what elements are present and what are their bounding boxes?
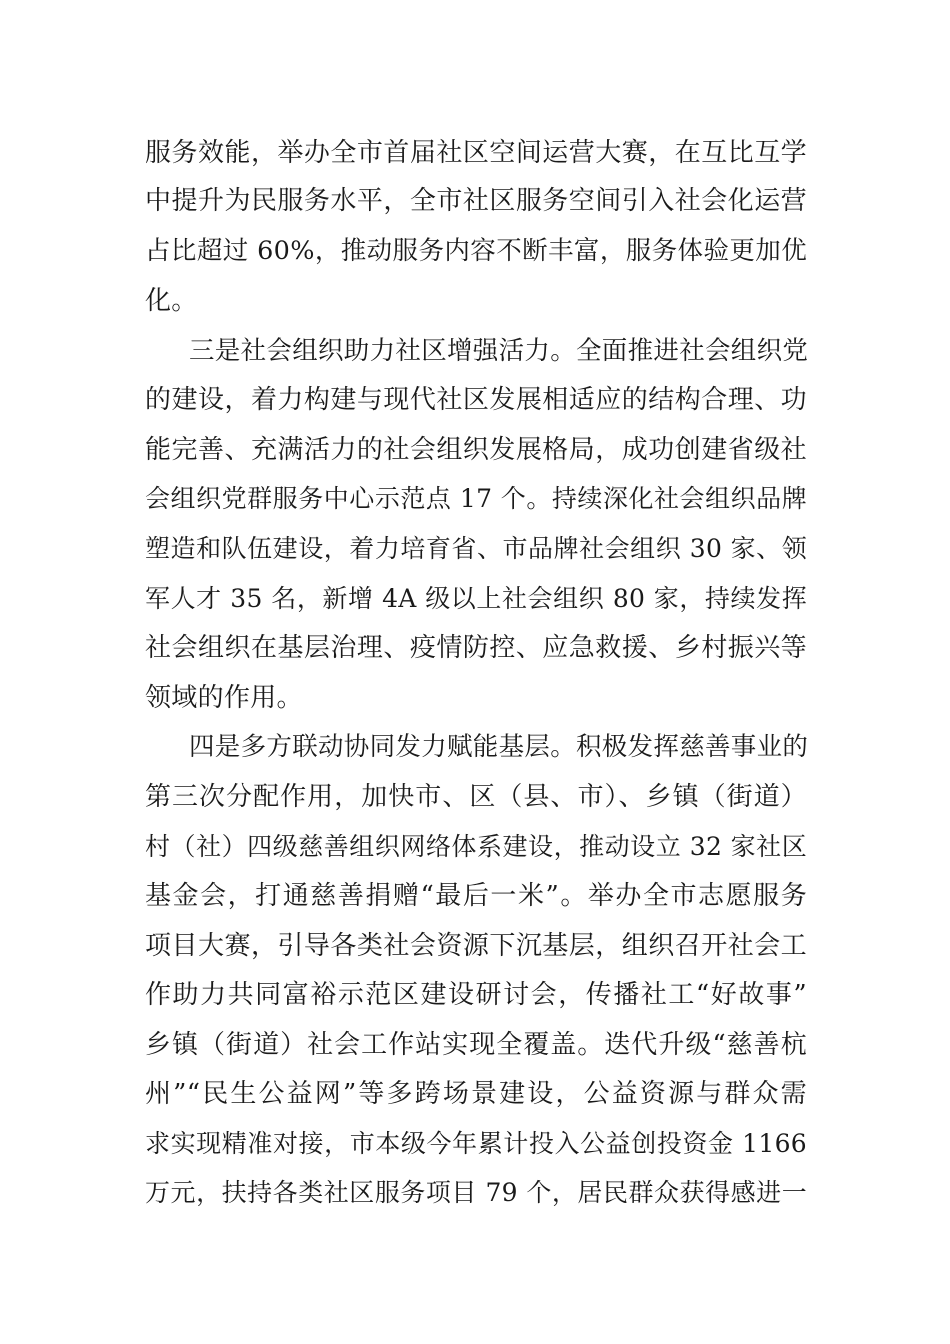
text-line: 作助力共同富裕示范区建设研讨会，传播社工“好故事” bbox=[145, 980, 807, 1010]
text-line: 万元，扶持各类社区服务项目 79 个，居民群众获得感进一 bbox=[145, 1178, 807, 1207]
text-line: 会组织党群服务中心示范点 17 个。持续深化社会组织品牌 bbox=[145, 484, 807, 513]
text-line: 领域的作用。 bbox=[145, 683, 303, 713]
text-line: 中提升为民服务水平，全市社区服务空间引入社会化运营 bbox=[145, 186, 807, 216]
text-line: 服务效能，举办全市首届社区空间运营大赛，在互比互学 bbox=[145, 138, 807, 168]
text-line: 村（社）四级慈善组织网络体系建设，推动设立 32 家社区 bbox=[145, 832, 807, 861]
text-line: 塑造和队伍建设，着力培育省、市品牌社会组织 30 家、领 bbox=[145, 534, 807, 563]
text-line: 化。 bbox=[145, 286, 198, 316]
text-line: 州”“民生公益网”等多跨场景建设，公益资源与群众需 bbox=[145, 1079, 807, 1109]
text-line: 基金会，打通慈善捐赠“最后一米”。举办全市志愿服务 bbox=[145, 881, 807, 911]
text-line: 乡镇（街道）社会工作站实现全覆盖。迭代升级“慈善杭 bbox=[145, 1030, 807, 1060]
text-line: 社会组织在基层治理、疫情防控、应急救援、乡村振兴等 bbox=[145, 633, 807, 663]
text-line: 的建设，着力构建与现代社区发展相适应的结构合理、功 bbox=[145, 385, 807, 415]
paragraph-first-line: 四是多方联动协同发力赋能基层。积极发挥慈善事业的 bbox=[189, 732, 809, 762]
paragraph-first-line: 三是社会组织助力社区增强活力。全面推进社会组织党 bbox=[189, 336, 809, 366]
text-line: 求实现精准对接，市本级今年累计投入公益创投资金 1166 bbox=[145, 1129, 807, 1158]
text-line: 占比超过 60%，推动服务内容不断丰富，服务体验更加优 bbox=[145, 236, 807, 266]
text-line: 第三次分配作用，加快市、区（县、市）、乡镇（街道） bbox=[145, 782, 807, 812]
text-line: 军人才 35 名，新增 4A 级以上社会组织 80 家，持续发挥 bbox=[145, 584, 807, 613]
text-line: 能完善、充满活力的社会组织发展格局，成功创建省级社 bbox=[145, 435, 807, 465]
text-line: 项目大赛，引导各类社会资源下沉基层，组织召开社会工 bbox=[145, 931, 807, 961]
